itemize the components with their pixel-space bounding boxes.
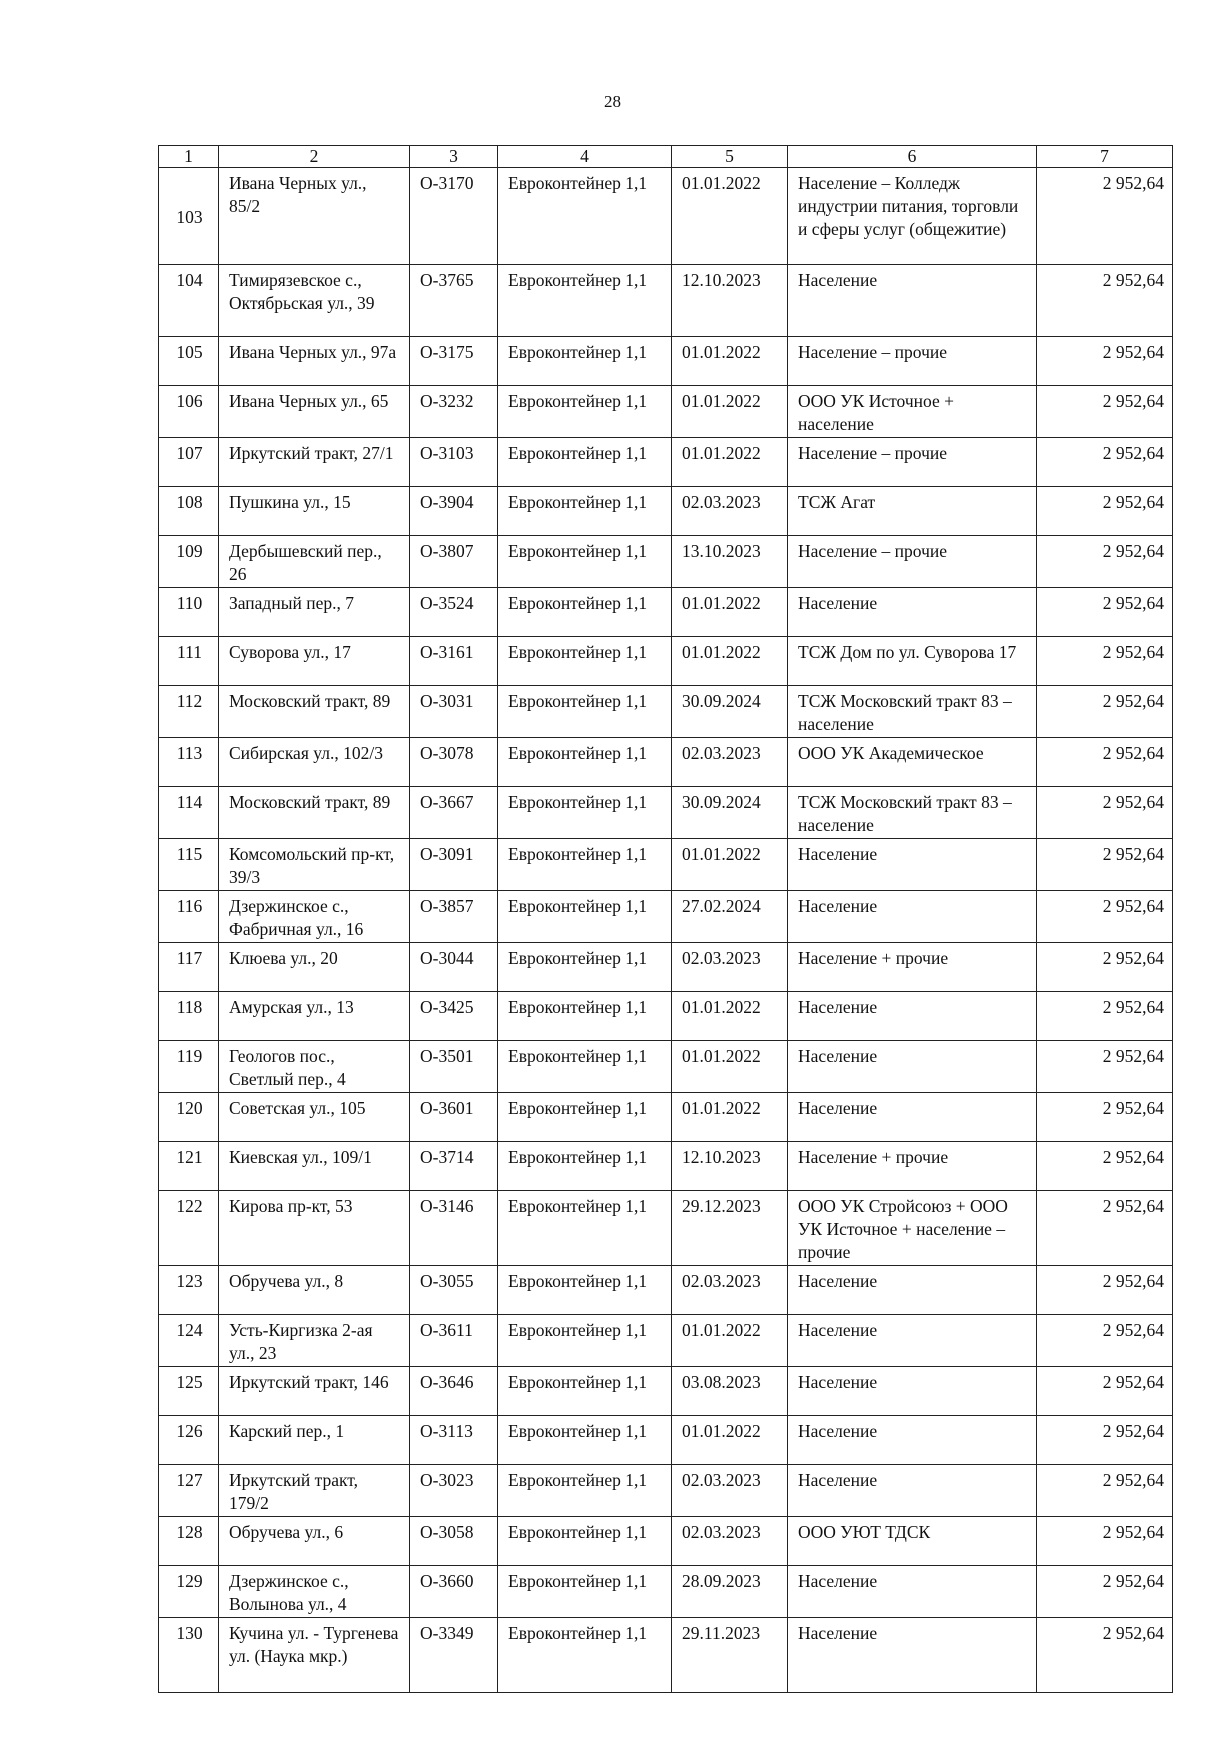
cell-amount: 2 952,64 [1037, 536, 1173, 588]
cell-consumer: ТСЖ Московский тракт 83 – население [788, 787, 1037, 839]
cell-consumer: Население [788, 1618, 1037, 1693]
cell-consumer: Население – прочие [788, 337, 1037, 386]
cell-row-number: 116 [159, 891, 219, 943]
table-row [159, 686, 1173, 738]
table-row [159, 487, 1173, 536]
cell-start-date: 29.11.2023 [672, 1618, 788, 1693]
cell-row-number: 119 [159, 1041, 219, 1093]
cell-site-code: О-3031 [410, 686, 498, 738]
cell-consumer: Население [788, 1367, 1037, 1416]
cell-container-type: Евроконтейнер 1,1 [498, 1041, 672, 1093]
cell-amount: 2 952,64 [1037, 992, 1173, 1041]
cell-amount: 2 952,64 [1037, 738, 1173, 787]
cell-row-number: 111 [159, 637, 219, 686]
cell-site-code: О-3103 [410, 438, 498, 487]
cell-site-code: О-3146 [410, 1191, 498, 1266]
cell-row-number: 125 [159, 1367, 219, 1416]
cell-start-date: 01.01.2022 [672, 588, 788, 637]
header-col-3: 3 [410, 146, 498, 168]
table-row [159, 992, 1173, 1041]
cell-site-code: О-3161 [410, 637, 498, 686]
cell-site-code: О-3170 [410, 168, 498, 265]
cell-row-number: 124 [159, 1315, 219, 1367]
cell-amount: 2 952,64 [1037, 1465, 1173, 1517]
cell-row-number: 118 [159, 992, 219, 1041]
header-row [159, 146, 1173, 168]
cell-consumer: Население – прочие [788, 438, 1037, 487]
cell-address: Геологов пос., Светлый пер., 4 [219, 1041, 410, 1093]
cell-start-date: 12.10.2023 [672, 1142, 788, 1191]
cell-start-date: 29.12.2023 [672, 1191, 788, 1266]
cell-start-date: 01.01.2022 [672, 1093, 788, 1142]
header-col-6: 6 [788, 146, 1037, 168]
cell-site-code: О-3807 [410, 536, 498, 588]
cell-container-type: Евроконтейнер 1,1 [498, 265, 672, 337]
cell-consumer: ООО УК Источное + население [788, 386, 1037, 438]
cell-amount: 2 952,64 [1037, 891, 1173, 943]
cell-site-code: О-3175 [410, 337, 498, 386]
cell-row-number: 126 [159, 1416, 219, 1465]
cell-amount: 2 952,64 [1037, 839, 1173, 891]
cell-container-type: Евроконтейнер 1,1 [498, 1266, 672, 1315]
cell-address: Дербышевский пер., 26 [219, 536, 410, 588]
cell-container-type: Евроконтейнер 1,1 [498, 637, 672, 686]
cell-site-code: О-3714 [410, 1142, 498, 1191]
cell-amount: 2 952,64 [1037, 1041, 1173, 1093]
cell-consumer: Население [788, 839, 1037, 891]
cell-address: Московский тракт, 89 [219, 686, 410, 738]
cell-container-type: Евроконтейнер 1,1 [498, 686, 672, 738]
cell-container-type: Евроконтейнер 1,1 [498, 588, 672, 637]
cell-container-type: Евроконтейнер 1,1 [498, 337, 672, 386]
cell-row-number: 105 [159, 337, 219, 386]
table-row [159, 1041, 1173, 1093]
cell-start-date: 28.09.2023 [672, 1566, 788, 1618]
cell-container-type: Евроконтейнер 1,1 [498, 943, 672, 992]
table-row [159, 1142, 1173, 1191]
cell-consumer: ТСЖ Дом по ул. Суворова 17 [788, 637, 1037, 686]
cell-amount: 2 952,64 [1037, 337, 1173, 386]
cell-address: Суворова ул., 17 [219, 637, 410, 686]
cell-row-number: 115 [159, 839, 219, 891]
header-col-7: 7 [1037, 146, 1173, 168]
cell-site-code: О-3425 [410, 992, 498, 1041]
table-row [159, 386, 1173, 438]
cell-address: Комсомольский пр-кт, 39/3 [219, 839, 410, 891]
cell-address: Пушкина ул., 15 [219, 487, 410, 536]
cell-consumer: ООО УЮТ ТДСК [788, 1517, 1037, 1566]
container-register-table [158, 145, 1173, 1693]
table-row [159, 1093, 1173, 1142]
table-row [159, 438, 1173, 487]
cell-container-type: Евроконтейнер 1,1 [498, 1315, 672, 1367]
cell-site-code: О-3044 [410, 943, 498, 992]
cell-address: Западный пер., 7 [219, 588, 410, 637]
table-row [159, 1266, 1173, 1315]
cell-start-date: 02.03.2023 [672, 487, 788, 536]
cell-container-type: Евроконтейнер 1,1 [498, 1093, 672, 1142]
cell-amount: 2 952,64 [1037, 588, 1173, 637]
header-col-5: 5 [672, 146, 788, 168]
cell-start-date: 03.08.2023 [672, 1367, 788, 1416]
cell-start-date: 30.09.2024 [672, 686, 788, 738]
cell-amount: 2 952,64 [1037, 1191, 1173, 1266]
cell-site-code: О-3058 [410, 1517, 498, 1566]
cell-amount: 2 952,64 [1037, 1517, 1173, 1566]
cell-start-date: 02.03.2023 [672, 738, 788, 787]
cell-site-code: О-3113 [410, 1416, 498, 1465]
cell-container-type: Евроконтейнер 1,1 [498, 891, 672, 943]
cell-address: Иркутский тракт, 179/2 [219, 1465, 410, 1517]
table-row [159, 1191, 1173, 1266]
cell-site-code: О-3857 [410, 891, 498, 943]
cell-row-number: 128 [159, 1517, 219, 1566]
cell-site-code: О-3501 [410, 1041, 498, 1093]
cell-address: Ивана Черных ул., 65 [219, 386, 410, 438]
cell-amount: 2 952,64 [1037, 1315, 1173, 1367]
cell-consumer: Население [788, 1093, 1037, 1142]
cell-address: Кирова пр-кт, 53 [219, 1191, 410, 1266]
cell-address: Ивана Черных ул., 85/2 [219, 168, 410, 265]
cell-row-number: 108 [159, 487, 219, 536]
cell-amount: 2 952,64 [1037, 1367, 1173, 1416]
cell-start-date: 01.01.2022 [672, 168, 788, 265]
cell-start-date: 01.01.2022 [672, 1041, 788, 1093]
cell-container-type: Евроконтейнер 1,1 [498, 168, 672, 265]
cell-address: Киевская ул., 109/1 [219, 1142, 410, 1191]
cell-container-type: Евроконтейнер 1,1 [498, 1416, 672, 1465]
cell-row-number: 110 [159, 588, 219, 637]
cell-consumer: ТСЖ Московский тракт 83 – население [788, 686, 1037, 738]
table-row [159, 839, 1173, 891]
cell-amount: 2 952,64 [1037, 1618, 1173, 1693]
cell-row-number: 129 [159, 1566, 219, 1618]
cell-address: Клюева ул., 20 [219, 943, 410, 992]
cell-site-code: О-3904 [410, 487, 498, 536]
cell-container-type: Евроконтейнер 1,1 [498, 839, 672, 891]
cell-container-type: Евроконтейнер 1,1 [498, 1566, 672, 1618]
cell-start-date: 01.01.2022 [672, 337, 788, 386]
table-row [159, 1367, 1173, 1416]
table-row [159, 943, 1173, 992]
table-row [159, 536, 1173, 588]
cell-row-number: 113 [159, 738, 219, 787]
cell-row-number: 122 [159, 1191, 219, 1266]
cell-start-date: 02.03.2023 [672, 1517, 788, 1566]
cell-container-type: Евроконтейнер 1,1 [498, 787, 672, 839]
cell-address: Амурская ул., 13 [219, 992, 410, 1041]
cell-start-date: 01.01.2022 [672, 1416, 788, 1465]
cell-container-type: Евроконтейнер 1,1 [498, 536, 672, 588]
cell-start-date: 02.03.2023 [672, 943, 788, 992]
cell-container-type: Евроконтейнер 1,1 [498, 1465, 672, 1517]
cell-address: Карский пер., 1 [219, 1416, 410, 1465]
cell-row-number: 106 [159, 386, 219, 438]
cell-container-type: Евроконтейнер 1,1 [498, 386, 672, 438]
cell-consumer: Население [788, 1315, 1037, 1367]
header-col-1: 1 [159, 146, 219, 168]
cell-container-type: Евроконтейнер 1,1 [498, 738, 672, 787]
cell-consumer: Население [788, 1041, 1037, 1093]
cell-start-date: 01.01.2022 [672, 992, 788, 1041]
cell-site-code: О-3765 [410, 265, 498, 337]
cell-amount: 2 952,64 [1037, 1093, 1173, 1142]
cell-amount: 2 952,64 [1037, 1142, 1173, 1191]
cell-site-code: О-3524 [410, 588, 498, 637]
cell-start-date: 02.03.2023 [672, 1465, 788, 1517]
table-row [159, 168, 1173, 265]
cell-address: Обручева ул., 6 [219, 1517, 410, 1566]
cell-site-code: О-3646 [410, 1367, 498, 1416]
table-row [159, 1315, 1173, 1367]
header-col-4: 4 [498, 146, 672, 168]
cell-consumer: Население [788, 1465, 1037, 1517]
cell-amount: 2 952,64 [1037, 686, 1173, 738]
table-row [159, 891, 1173, 943]
table-row [159, 1618, 1173, 1693]
cell-address: Кучина ул. - Тургенева ул. (Наука мкр.) [219, 1618, 410, 1693]
header-col-2: 2 [219, 146, 410, 168]
cell-amount: 2 952,64 [1037, 265, 1173, 337]
page-number: 28 [604, 92, 621, 111]
cell-container-type: Евроконтейнер 1,1 [498, 1191, 672, 1266]
cell-site-code: О-3601 [410, 1093, 498, 1142]
cell-amount: 2 952,64 [1037, 787, 1173, 839]
table-row [159, 265, 1173, 337]
cell-address: Дзержинское с., Волынова ул., 4 [219, 1566, 410, 1618]
cell-start-date: 30.09.2024 [672, 787, 788, 839]
cell-container-type: Евроконтейнер 1,1 [498, 992, 672, 1041]
cell-consumer: Население [788, 1566, 1037, 1618]
cell-consumer: Население [788, 1266, 1037, 1315]
cell-start-date: 01.01.2022 [672, 386, 788, 438]
cell-amount: 2 952,64 [1037, 487, 1173, 536]
cell-site-code: О-3660 [410, 1566, 498, 1618]
cell-site-code: О-3078 [410, 738, 498, 787]
cell-consumer: Население [788, 992, 1037, 1041]
cell-row-number: 103 [159, 168, 219, 265]
cell-start-date: 01.01.2022 [672, 438, 788, 487]
cell-amount: 2 952,64 [1037, 1416, 1173, 1465]
cell-row-number: 130 [159, 1618, 219, 1693]
cell-address: Дзержинское с., Фабричная ул., 16 [219, 891, 410, 943]
cell-consumer: Население [788, 265, 1037, 337]
cell-site-code: О-3055 [410, 1266, 498, 1315]
cell-row-number: 127 [159, 1465, 219, 1517]
cell-consumer: ООО УК Стройсоюз + ООО УК Источное + население – прочие [788, 1191, 1037, 1266]
cell-container-type: Евроконтейнер 1,1 [498, 438, 672, 487]
cell-address: Сибирская ул., 102/3 [219, 738, 410, 787]
cell-consumer: Население – прочие [788, 536, 1037, 588]
cell-amount: 2 952,64 [1037, 943, 1173, 992]
cell-start-date: 27.02.2024 [672, 891, 788, 943]
table-row [159, 1465, 1173, 1517]
cell-row-number: 114 [159, 787, 219, 839]
cell-start-date: 12.10.2023 [672, 265, 788, 337]
cell-container-type: Евроконтейнер 1,1 [498, 1142, 672, 1191]
cell-consumer: Население [788, 1416, 1037, 1465]
cell-site-code: О-3232 [410, 386, 498, 438]
cell-consumer: Население – Колледж индустрии питания, торговли и сферы услуг (общежитие) [788, 168, 1037, 265]
cell-consumer: Население [788, 588, 1037, 637]
cell-row-number: 120 [159, 1093, 219, 1142]
table-row [159, 1416, 1173, 1465]
cell-container-type: Евроконтейнер 1,1 [498, 1517, 672, 1566]
cell-site-code: О-3349 [410, 1618, 498, 1693]
cell-amount: 2 952,64 [1037, 168, 1173, 265]
cell-consumer: ТСЖ Агат [788, 487, 1037, 536]
table-row [159, 1517, 1173, 1566]
cell-amount: 2 952,64 [1037, 1566, 1173, 1618]
cell-address: Московский тракт, 89 [219, 787, 410, 839]
cell-site-code: О-3091 [410, 839, 498, 891]
cell-row-number: 123 [159, 1266, 219, 1315]
cell-amount: 2 952,64 [1037, 1266, 1173, 1315]
cell-consumer: ООО УК Академическое [788, 738, 1037, 787]
cell-container-type: Евроконтейнер 1,1 [498, 487, 672, 536]
table-row [159, 1566, 1173, 1618]
cell-address: Иркутский тракт, 146 [219, 1367, 410, 1416]
cell-container-type: Евроконтейнер 1,1 [498, 1618, 672, 1693]
cell-start-date: 02.03.2023 [672, 1266, 788, 1315]
cell-consumer: Население [788, 891, 1037, 943]
cell-start-date: 01.01.2022 [672, 637, 788, 686]
cell-site-code: О-3667 [410, 787, 498, 839]
cell-row-number: 107 [159, 438, 219, 487]
cell-consumer: Население + прочие [788, 943, 1037, 992]
cell-address: Советская ул., 105 [219, 1093, 410, 1142]
cell-row-number: 104 [159, 265, 219, 337]
cell-row-number: 112 [159, 686, 219, 738]
cell-start-date: 01.01.2022 [672, 1315, 788, 1367]
cell-amount: 2 952,64 [1037, 637, 1173, 686]
cell-address: Усть-Киргизка 2-ая ул., 23 [219, 1315, 410, 1367]
table-row [159, 588, 1173, 637]
table-row [159, 787, 1173, 839]
cell-site-code: О-3611 [410, 1315, 498, 1367]
cell-row-number: 109 [159, 536, 219, 588]
cell-amount: 2 952,64 [1037, 438, 1173, 487]
cell-start-date: 13.10.2023 [672, 536, 788, 588]
cell-address: Иркутский тракт, 27/1 [219, 438, 410, 487]
cell-address: Тимирязевское с., Октябрьская ул., 39 [219, 265, 410, 337]
cell-container-type: Евроконтейнер 1,1 [498, 1367, 672, 1416]
table-row [159, 637, 1173, 686]
cell-address: Ивана Черных ул., 97а [219, 337, 410, 386]
cell-amount: 2 952,64 [1037, 386, 1173, 438]
table-row [159, 738, 1173, 787]
cell-row-number: 117 [159, 943, 219, 992]
cell-address: Обручева ул., 8 [219, 1266, 410, 1315]
cell-consumer: Население + прочие [788, 1142, 1037, 1191]
cell-row-number: 121 [159, 1142, 219, 1191]
table-row [159, 337, 1173, 386]
cell-start-date: 01.01.2022 [672, 839, 788, 891]
cell-site-code: О-3023 [410, 1465, 498, 1517]
